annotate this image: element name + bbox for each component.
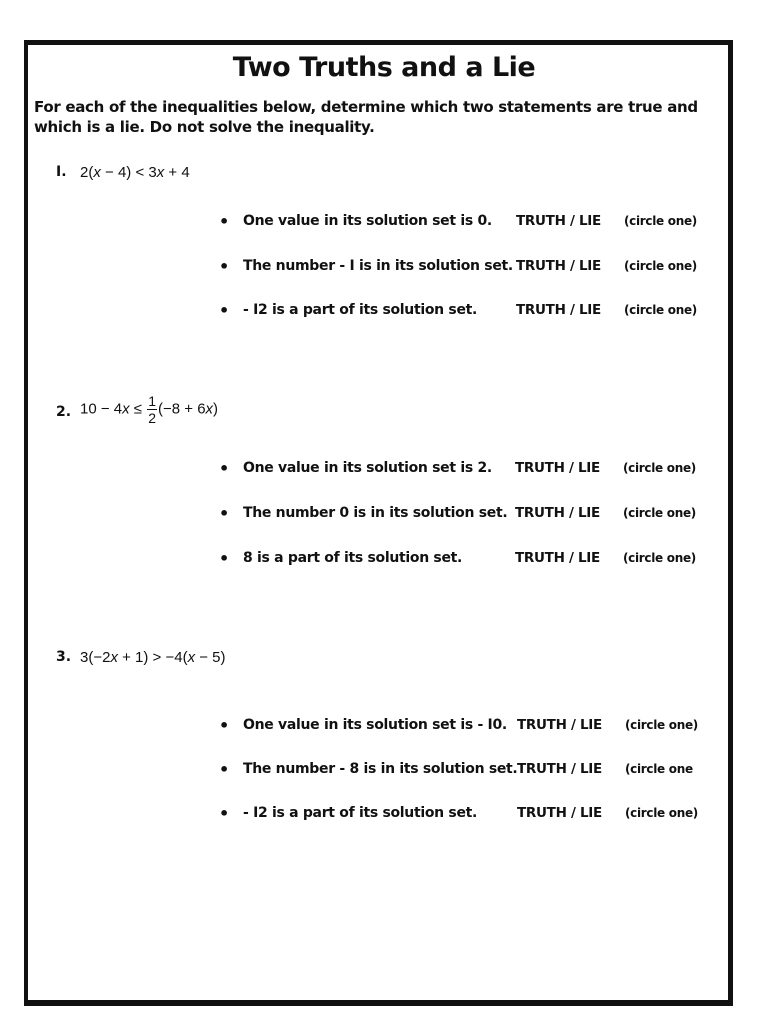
circle-one-note: (circle one): [624, 214, 697, 228]
bullet-icon: •: [219, 716, 229, 735]
page-title: Two Truths and a Lie: [232, 52, 536, 83]
bullet-icon: •: [219, 804, 229, 823]
bullet-icon: •: [219, 257, 229, 276]
statement-text: The number - 8 is in its solution set.: [243, 761, 518, 777]
statement-text: The number 0 is in its solution set.: [243, 505, 508, 521]
truth-lie-choice[interactable]: TRUTH / LIE: [515, 460, 600, 476]
circle-one-note: (circle one: [625, 762, 693, 776]
truth-lie-choice[interactable]: TRUTH / LIE: [515, 505, 600, 521]
statement-text: The number - I is in its solution set.: [243, 258, 513, 274]
truth-lie-choice[interactable]: TRUTH / LIE: [515, 550, 600, 566]
instructions: For each of the inequalities below, determine which two statements are true and which is a lie. Do not solve the inequality.: [34, 98, 698, 136]
circle-one-note: (circle one): [624, 303, 697, 317]
truth-lie-choice[interactable]: TRUTH / LIE: [517, 805, 602, 821]
truth-lie-choice[interactable]: TRUTH / LIE: [517, 717, 602, 733]
worksheet-border: [24, 40, 733, 1006]
bullet-icon: •: [219, 212, 229, 231]
bullet-icon: •: [219, 760, 229, 779]
fraction-one-half: $\frac{1}{2}$: [148, 393, 156, 426]
truth-lie-choice[interactable]: TRUTH / LIE: [516, 258, 601, 274]
bullet-icon: •: [219, 459, 229, 478]
problem-2-inequality: 10 − 4x ≤ $\frac{1}{2}$ (−8 + 6x): [80, 393, 219, 426]
statement-text: - I2 is a part of its solution set.: [243, 302, 478, 318]
statement-text: One value in its solution set is 2.: [243, 460, 492, 476]
circle-one-note: (circle one): [624, 259, 697, 273]
statement-text: One value in its solution set is 0.: [243, 213, 492, 229]
statement-text: 8 is a part of its solution set.: [243, 550, 463, 566]
truth-lie-choice[interactable]: TRUTH / LIE: [516, 213, 601, 229]
circle-one-note: (circle one): [625, 806, 698, 820]
bullet-icon: •: [219, 549, 229, 568]
problem-2-number: 2.: [56, 404, 72, 420]
circle-one-note: (circle one): [625, 718, 698, 732]
statement-text: - I2 is a part of its solution set.: [243, 805, 478, 821]
truth-lie-choice[interactable]: TRUTH / LIE: [516, 302, 601, 318]
circle-one-note: (circle one): [623, 461, 696, 475]
bullet-icon: •: [219, 504, 229, 523]
bullet-icon: •: [219, 301, 229, 320]
problem-1-inequality: 2(x − 4) < 3x + 4: [80, 164, 190, 181]
problem-1-number: I.: [56, 164, 67, 180]
statement-text: One value in its solution set is - I0.: [243, 717, 507, 733]
problem-3-number: 3.: [56, 649, 72, 665]
truth-lie-choice[interactable]: TRUTH / LIE: [517, 761, 602, 777]
problem-3-inequality: 3(−2x + 1) > −4(x − 5): [80, 649, 226, 666]
circle-one-note: (circle one): [623, 551, 696, 565]
circle-one-note: (circle one): [623, 506, 696, 520]
